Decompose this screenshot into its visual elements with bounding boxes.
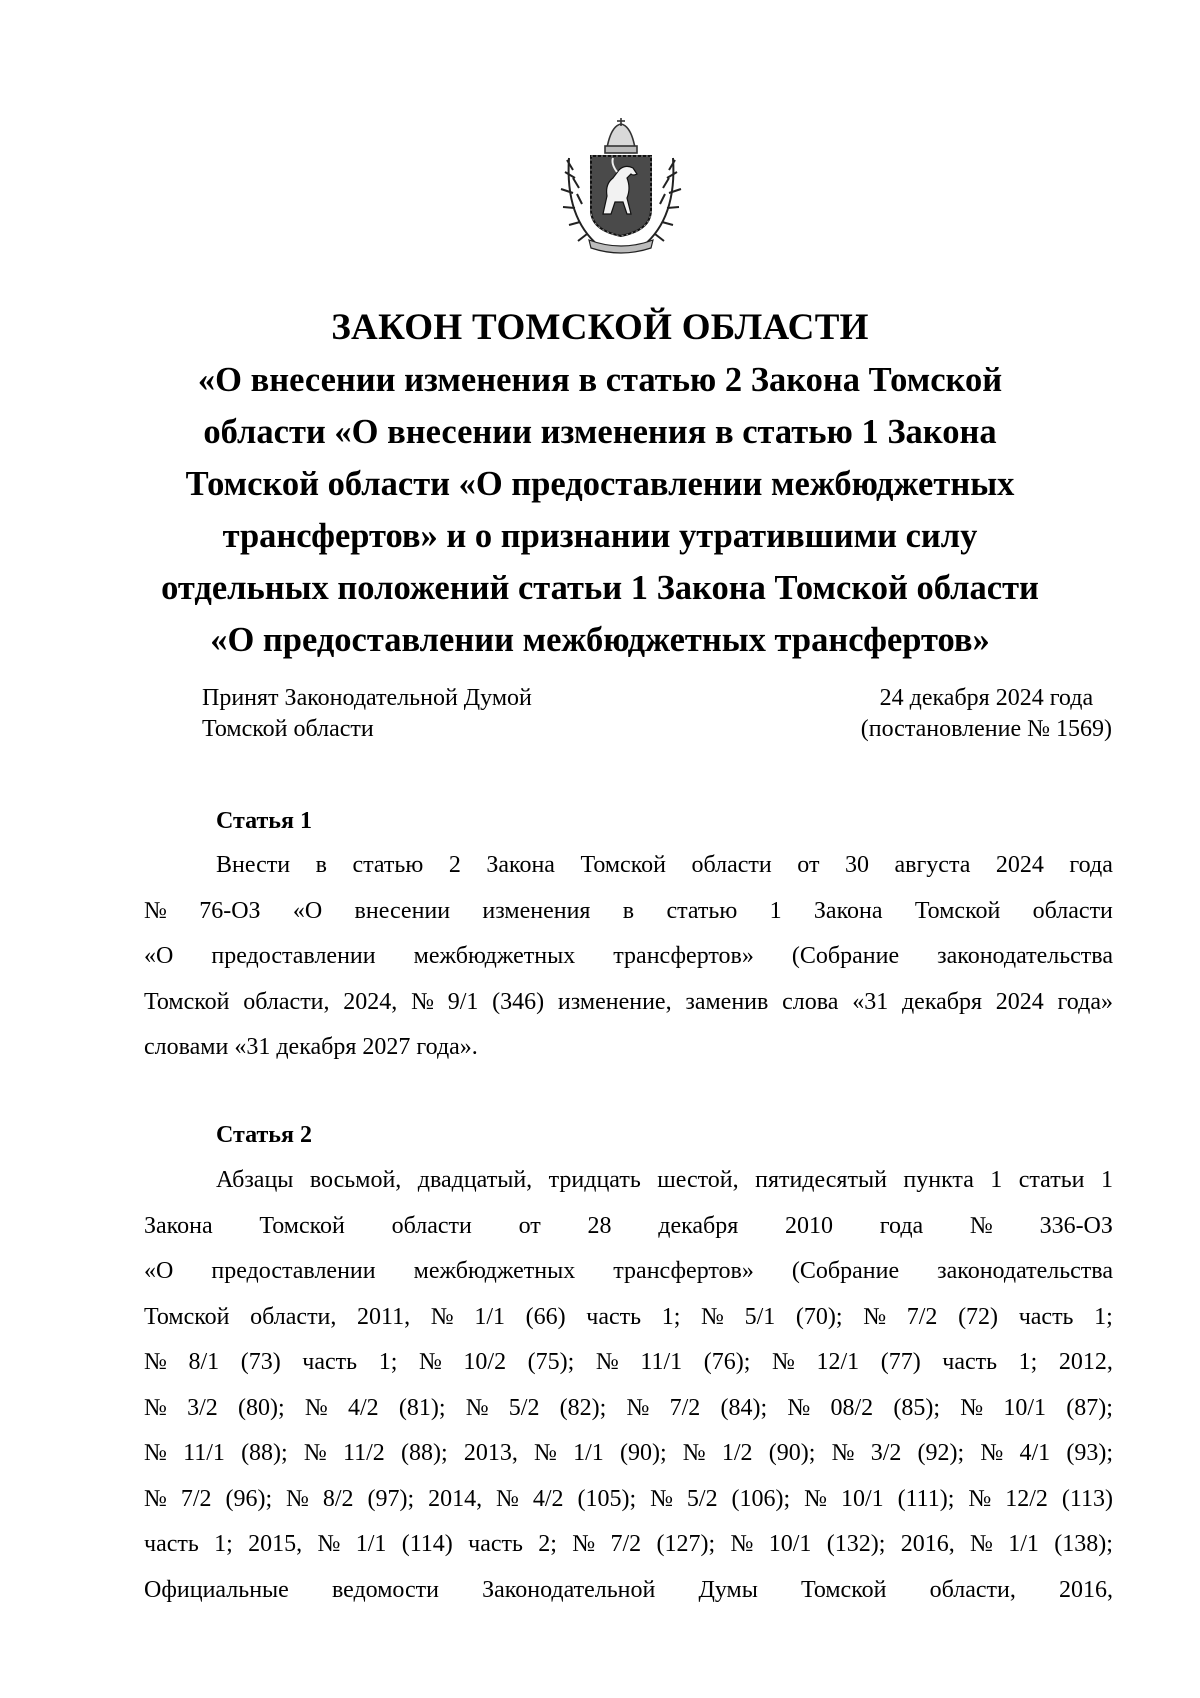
text-line xyxy=(144,896,1113,942)
adoption-date xyxy=(861,683,1112,745)
word: 8/1 xyxy=(188,1349,220,1375)
word: законодательства xyxy=(937,943,1113,969)
word: 30 xyxy=(844,852,869,878)
subtitle-line: трансфертов» и о признании утратившими силу xyxy=(222,517,978,555)
word: 10/2 xyxy=(463,1349,507,1375)
word: (111); xyxy=(897,1485,955,1512)
word: (76); xyxy=(703,1349,751,1375)
word: № xyxy=(465,1394,489,1421)
word: (105); xyxy=(577,1485,637,1512)
word: межбюджетных xyxy=(413,1258,576,1284)
word: (77) xyxy=(880,1349,921,1375)
word: 1 xyxy=(1100,1167,1113,1193)
word: 2 xyxy=(448,852,461,878)
word: 2012, xyxy=(1058,1349,1113,1375)
word: 3/2 xyxy=(870,1440,902,1466)
word: 1/1 xyxy=(573,1440,604,1466)
word: Томской xyxy=(144,1303,230,1330)
word: 1/1 xyxy=(474,1303,506,1330)
word: (346) xyxy=(492,988,545,1015)
subtitle-line: отдельных положений статьи 1 Закона Томской области xyxy=(161,569,1039,607)
word: 2011, xyxy=(357,1303,411,1330)
word: 10/1 xyxy=(1003,1394,1046,1421)
text-line xyxy=(144,1256,1113,1302)
word: «О xyxy=(292,897,323,924)
word: Томской xyxy=(259,1212,345,1239)
word: 2015, xyxy=(248,1531,303,1557)
word: № xyxy=(804,1485,828,1512)
word: межбюджетных xyxy=(413,943,576,969)
word: (106); xyxy=(731,1485,791,1512)
word: 7/2 xyxy=(906,1303,938,1330)
text-line xyxy=(144,1438,1113,1484)
word: 2016, xyxy=(1058,1576,1113,1603)
word: 1; xyxy=(661,1303,681,1330)
word: области xyxy=(1032,897,1113,924)
word: (66) xyxy=(525,1303,566,1330)
word: (113) xyxy=(1061,1485,1113,1512)
word: изменения xyxy=(482,897,591,924)
word: № xyxy=(787,1394,811,1421)
word: пятидесятый xyxy=(755,1167,887,1193)
word: № xyxy=(970,1531,993,1557)
word: № xyxy=(534,1440,557,1466)
article-2-heading: Статья 2 xyxy=(216,1122,312,1148)
word: 1 xyxy=(990,1167,1003,1193)
word: (90); xyxy=(768,1440,816,1466)
word: № xyxy=(317,1531,341,1557)
word: Абзацы xyxy=(216,1167,294,1193)
word: часть xyxy=(468,1531,523,1557)
word: № xyxy=(144,1394,167,1421)
word: (87); xyxy=(1066,1394,1113,1421)
word: 08/2 xyxy=(830,1394,874,1421)
word: № xyxy=(771,1349,795,1375)
word: (92); xyxy=(917,1440,965,1466)
word: № xyxy=(650,1485,673,1512)
word: 2024, xyxy=(343,988,398,1015)
word: 1/1 xyxy=(355,1531,387,1557)
subtitle-line: Томской области «О предоставлении межбюджетных xyxy=(185,465,1015,503)
word: 1/2 xyxy=(721,1440,753,1466)
text-line xyxy=(144,987,1113,1033)
word: (80); xyxy=(237,1394,285,1421)
word: 3/2 xyxy=(187,1394,218,1421)
word: часть xyxy=(302,1349,358,1375)
word: 7/2 xyxy=(180,1485,212,1512)
word: Томской xyxy=(914,897,1001,924)
coat-of-arms-icon xyxy=(555,118,687,255)
subtitle-line: «О внесении изменения в статью 2 Закона Томской xyxy=(197,361,1003,399)
word: года xyxy=(1069,852,1113,878)
text-line xyxy=(144,1347,1113,1393)
word: 28 xyxy=(587,1212,612,1239)
word: № xyxy=(730,1531,754,1557)
word: 12/1 xyxy=(816,1349,860,1375)
word: № xyxy=(863,1303,887,1330)
word: 7/2 xyxy=(669,1394,701,1421)
word: ведомости xyxy=(331,1576,439,1603)
word: 2; xyxy=(538,1531,557,1557)
word: 5/2 xyxy=(686,1485,718,1512)
word: в xyxy=(622,897,635,924)
word: 8/2 xyxy=(322,1485,354,1512)
word: изменение, xyxy=(557,988,672,1015)
article-2-text xyxy=(144,1165,1113,1620)
word: года xyxy=(879,1212,924,1239)
word: 1/1 xyxy=(1008,1531,1039,1557)
title-block xyxy=(120,303,1080,666)
word: восьмой, xyxy=(309,1167,402,1193)
word: (138); xyxy=(1054,1531,1113,1557)
word: «О xyxy=(144,943,174,969)
word: 1 xyxy=(769,897,782,924)
word: часть xyxy=(586,1303,642,1330)
word: 12/2 xyxy=(1005,1485,1048,1512)
word: Томской xyxy=(800,1576,887,1603)
word: (93); xyxy=(1066,1440,1113,1466)
word: слова xyxy=(782,988,839,1015)
article-1-text xyxy=(144,850,1113,1078)
word: (127); xyxy=(656,1531,716,1557)
word: № xyxy=(595,1349,619,1375)
word: 11/2 xyxy=(343,1440,385,1466)
word: (Собрание xyxy=(791,1258,900,1284)
word: (Собрание xyxy=(791,943,900,969)
word: декабря xyxy=(658,1212,739,1239)
word: трансфертов» xyxy=(613,943,754,969)
word: Думы xyxy=(698,1576,758,1603)
text-line xyxy=(144,850,1113,896)
word: предоставлении xyxy=(211,943,376,969)
word: трансфертов» xyxy=(613,1258,754,1284)
document-subtitle xyxy=(120,354,1080,666)
word: (97); xyxy=(367,1485,415,1512)
word: 10/1 xyxy=(840,1485,884,1512)
text-line xyxy=(144,1529,1113,1575)
word: 1; xyxy=(378,1349,398,1375)
word: часть xyxy=(144,1531,199,1557)
word: (75); xyxy=(527,1349,575,1375)
word: 2016, xyxy=(900,1531,955,1557)
word: (88); xyxy=(241,1440,288,1466)
word: тридцать xyxy=(548,1167,641,1193)
word: области xyxy=(691,852,772,878)
word: области, xyxy=(243,988,330,1015)
word: 11/1 xyxy=(183,1440,225,1466)
word: № xyxy=(303,1440,327,1466)
word: 76-ОЗ xyxy=(199,897,261,924)
word: № xyxy=(144,1349,167,1375)
word: Закона xyxy=(144,1212,213,1239)
word: 4/2 xyxy=(532,1485,564,1512)
word: 2024 xyxy=(995,852,1044,878)
word: (84); xyxy=(720,1394,768,1421)
word: № xyxy=(286,1485,309,1512)
word: Закона xyxy=(486,852,555,878)
word: августа xyxy=(894,852,971,878)
word: законодательства xyxy=(937,1258,1113,1284)
word: 336-ОЗ xyxy=(1039,1212,1113,1239)
word: Томской xyxy=(144,988,230,1015)
adopting-body-line: Принят Законодательной Думой xyxy=(202,685,532,711)
adopting-body-line: Томской области xyxy=(202,716,374,742)
word: (70); xyxy=(795,1303,843,1330)
adoption-date-line: 24 декабря 2024 года xyxy=(879,685,1094,711)
text-line xyxy=(144,1484,1113,1530)
article-1-heading: Статья 1 xyxy=(216,808,312,834)
word: двадцатый, xyxy=(417,1167,533,1193)
text-line xyxy=(144,1211,1113,1257)
word: декабря xyxy=(901,988,983,1015)
word: от xyxy=(518,1212,541,1239)
word: 2014, xyxy=(428,1485,483,1512)
word: от xyxy=(797,852,820,878)
word: (96); xyxy=(225,1485,273,1512)
word: 4/1 xyxy=(1019,1440,1051,1466)
word: № xyxy=(572,1531,596,1557)
word: Томской xyxy=(580,852,666,878)
word: 4/2 xyxy=(347,1394,379,1421)
word: Внести xyxy=(216,852,291,878)
word: № xyxy=(969,1212,993,1239)
word: Закона xyxy=(813,897,883,924)
word: статьи xyxy=(1018,1167,1085,1193)
word: 1; xyxy=(1094,1303,1113,1330)
word: № xyxy=(831,1440,855,1466)
text-line xyxy=(144,941,1113,987)
word: 2010 xyxy=(785,1212,834,1239)
word: № xyxy=(626,1394,650,1421)
word: № xyxy=(496,1485,519,1512)
word: (88); xyxy=(400,1440,448,1466)
word: часть xyxy=(1018,1303,1074,1330)
resolution-number: (постановление № 1569) xyxy=(860,716,1112,742)
subtitle-line: «О предоставлении межбюджетных трансфертов» xyxy=(210,621,990,659)
word: области, xyxy=(250,1303,337,1330)
word: № xyxy=(430,1303,454,1330)
word: № xyxy=(701,1303,724,1330)
word: статью xyxy=(352,852,424,878)
word: внесении xyxy=(354,897,451,924)
word: (114) xyxy=(401,1531,453,1557)
word: шестой, xyxy=(657,1167,739,1193)
word: (90); xyxy=(619,1440,667,1466)
text-line: словами «31 декабря 2027 года». xyxy=(144,1034,478,1060)
word: области xyxy=(391,1212,472,1239)
word: (82); xyxy=(559,1394,607,1421)
word: № xyxy=(411,988,434,1015)
word: 2024 xyxy=(995,988,1044,1015)
word: статью xyxy=(666,897,738,924)
word: Законодательной xyxy=(482,1576,656,1603)
word: № xyxy=(418,1349,442,1375)
adopting-body xyxy=(202,683,532,745)
document-title: ЗАКОН ТОМСКОЙ ОБЛАСТИ xyxy=(331,307,869,348)
word: 2013, xyxy=(463,1440,518,1466)
word: № xyxy=(682,1440,706,1466)
text-line xyxy=(144,1165,1113,1211)
word: № xyxy=(980,1440,1004,1466)
word: «31 xyxy=(852,988,889,1015)
word: № xyxy=(968,1485,992,1512)
word: (85); xyxy=(893,1394,941,1421)
word: часть xyxy=(942,1349,998,1375)
word: № xyxy=(304,1394,328,1421)
word: пункта xyxy=(903,1167,974,1193)
word: (72) xyxy=(958,1303,999,1330)
word: 5/1 xyxy=(744,1303,776,1330)
text-line xyxy=(144,1393,1113,1439)
word: 10/1 xyxy=(768,1531,812,1557)
word: № xyxy=(144,897,167,924)
word: области, xyxy=(929,1576,1016,1603)
text-line xyxy=(144,1575,1113,1621)
word: в xyxy=(315,852,327,878)
word: заменив xyxy=(685,988,769,1015)
text-line xyxy=(144,1302,1113,1348)
word: Официальные xyxy=(144,1576,289,1603)
word: № xyxy=(960,1394,984,1421)
word: года» xyxy=(1057,988,1113,1015)
word: 1; xyxy=(214,1531,233,1557)
word: 9/1 xyxy=(447,988,479,1015)
word: 5/2 xyxy=(508,1394,540,1421)
word: 7/2 xyxy=(610,1531,642,1557)
word: (132); xyxy=(826,1531,886,1557)
word: (73) xyxy=(240,1349,281,1375)
subtitle-line: области «О внесении изменения в статью 1 Закона xyxy=(203,413,997,451)
word: № xyxy=(144,1485,167,1512)
word: 1; xyxy=(1018,1349,1038,1375)
word: 11/1 xyxy=(640,1349,683,1375)
word: № xyxy=(144,1440,167,1466)
word: «О xyxy=(144,1258,174,1284)
word: предоставлении xyxy=(211,1258,376,1284)
word: (81); xyxy=(398,1394,446,1421)
